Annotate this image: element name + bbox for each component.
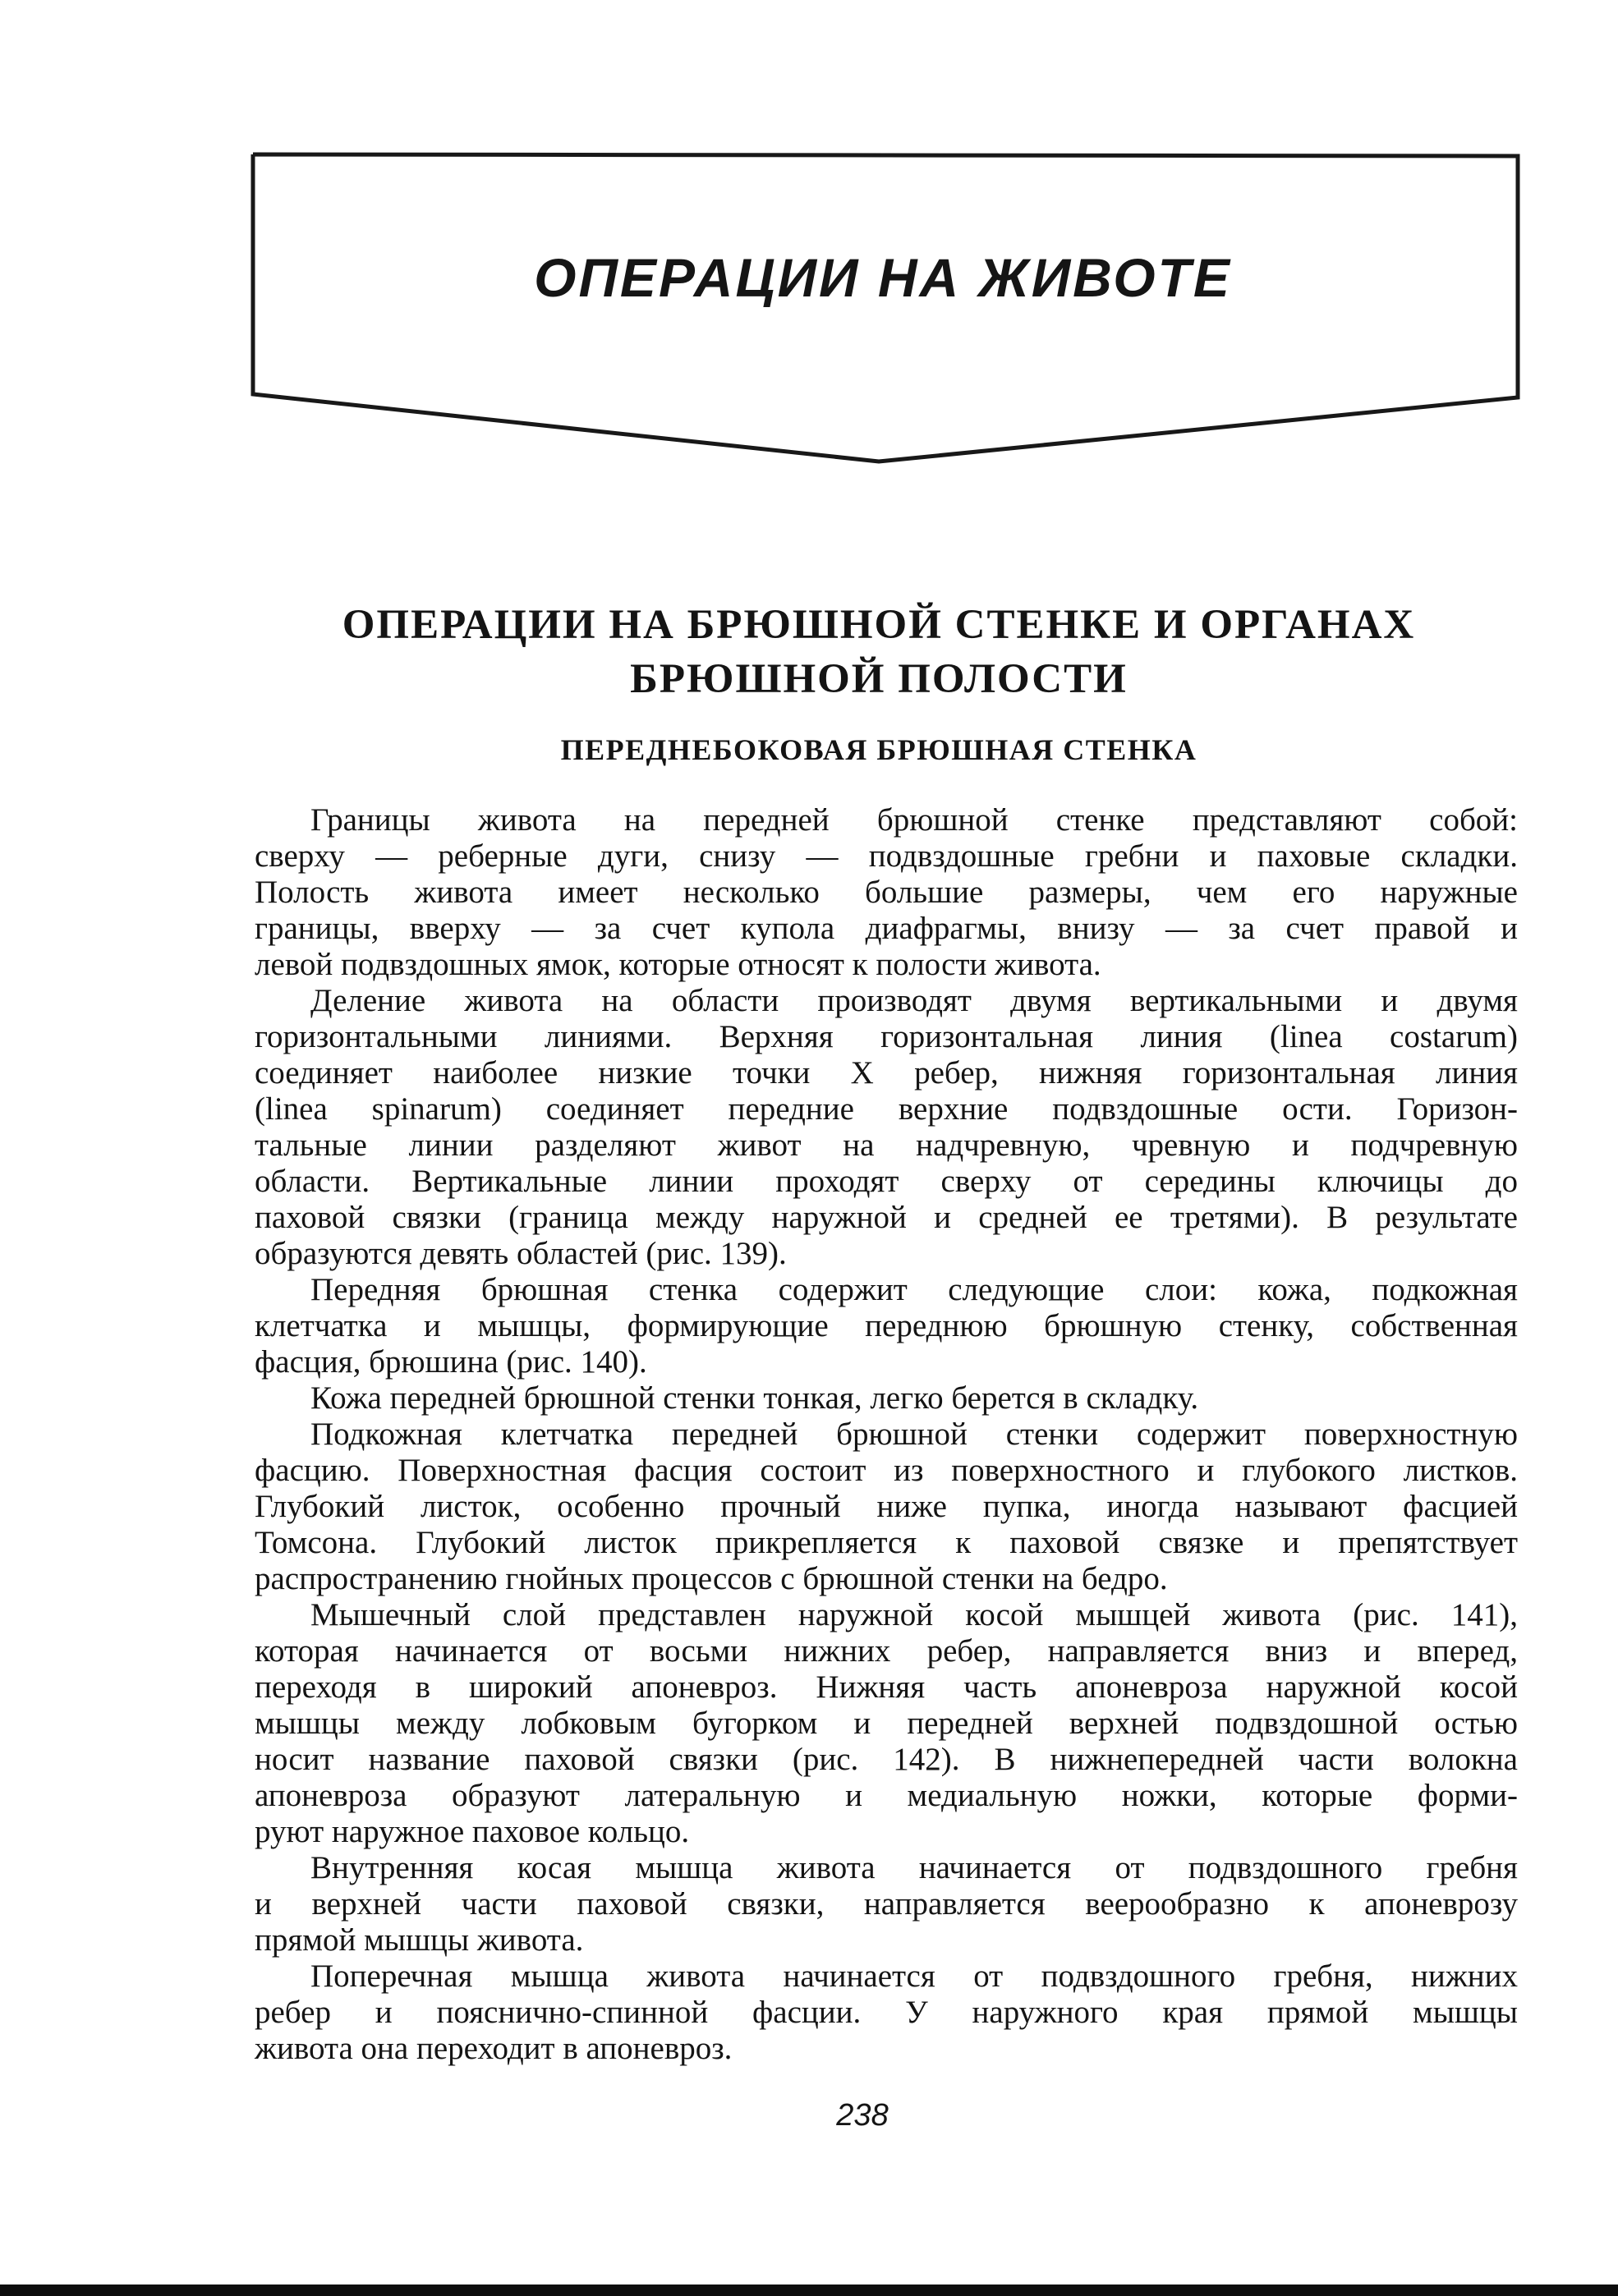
- paragraph-line: ребер и пояснично-спинной фасции. У наружного края прямой мышцы: [255, 1995, 1518, 2030]
- paragraph-line: Кожа передней брюшной стенки тонкая, легко берется в складку.: [310, 1380, 1199, 1416]
- paragraph-line: образуются девять областей (рис. 139).: [255, 1236, 787, 1271]
- chapter-heading-line-2: БРЮШНОЙ ПОЛОСТИ: [630, 656, 1128, 702]
- paragraph-line: носит название паховой связки (рис. 142). В нижнепередней части волокна: [255, 1742, 1518, 1777]
- paragraph-line: мышцы между лобковым бугорком и передней верхней подвздошной остью: [255, 1706, 1518, 1741]
- paragraph-line: Глубокий листок, особенно прочный ниже пупка, иногда называют фасцией: [255, 1489, 1518, 1524]
- paragraph-line: Внутренняя косая мышца живота начинается от подвздошного гребня: [310, 1850, 1518, 1885]
- paragraph-line: горизонтальными линиями. Верхняя горизонтальная линия (linea costarum): [255, 1019, 1518, 1054]
- paragraph-line: распространению гнойных процессов с брюшной стенки на бедро.: [255, 1561, 1168, 1596]
- paragraph-line: клетчатка и мышцы, формирующие переднюю брюшную стенку, собственная: [255, 1308, 1518, 1343]
- page-bottom-edge: [0, 2285, 1618, 2296]
- paragraph-line: Поперечная мышца живота начинается от подвздошного гребня, нижних: [310, 1958, 1518, 1994]
- paragraph-line: тальные линии разделяют живот на надчревную, чревную и подчревную: [255, 1127, 1518, 1163]
- paragraph-line: границы, вверху — за счет купола диафрагмы, внизу — за счет правой и: [255, 911, 1518, 946]
- page-number: 238: [836, 2098, 889, 2133]
- paragraph-line: сверху — реберные дуги, снизу — подвздошные гребни и паховые складки.: [255, 838, 1518, 874]
- paragraph-line: фасция, брюшина (рис. 140).: [255, 1344, 647, 1380]
- paragraph-line: живота она переходит в апоневроз.: [255, 2031, 733, 2066]
- body-text: [255, 802, 1518, 2067]
- paragraph-line: Передняя брюшная стенка содержит следующие слои: кожа, подкожная: [310, 1272, 1518, 1307]
- paragraph: [255, 1597, 1518, 1850]
- paragraph-line: Мышечный слой представлен наружной косой мышцей живота (рис. 141),: [310, 1597, 1518, 1632]
- section-subheading: ПЕРЕДНЕБОКОВАЯ БРЮШНАЯ СТЕНКА: [560, 733, 1197, 766]
- chapter-heading-line-1: ОПЕРАЦИИ НА БРЮШНОЙ СТЕНКЕ И ОРГАНАХ: [342, 602, 1416, 648]
- paragraph-line: левой подвздошных ямок, которые относят к полости живота.: [255, 947, 1101, 982]
- paragraph: [255, 1958, 1518, 2067]
- paragraph-line: области. Вертикальные линии проходят сверху от середины ключицы до: [255, 1164, 1518, 1199]
- paragraph-line: которая начинается от восьми нижних ребер, направляется вниз и вперед,: [255, 1633, 1518, 1669]
- paragraph-line: Томсона. Глубокий листок прикрепляется к паховой связке и препятствует: [255, 1525, 1518, 1560]
- paragraph: [255, 1272, 1518, 1380]
- section-banner-title: ОПЕРАЦИИ НА ЖИВОТЕ: [534, 247, 1232, 308]
- paragraph: [255, 983, 1518, 1272]
- paragraph-line: соединяет наиболее низкие точки X ребер, нижняя горизонтальная линия: [255, 1055, 1518, 1091]
- paragraph-line: прямой мышцы живота.: [255, 1922, 584, 1958]
- paragraph-line: переходя в широкий апоневроз. Нижняя часть апоневроза наружной косой: [255, 1669, 1518, 1705]
- paragraph-line: Полость живота имеет несколько большие размеры, чем его наружные: [255, 875, 1518, 910]
- paragraph-line: Деление живота на области производят двумя вертикальными и двумя: [310, 983, 1518, 1018]
- paragraph-line: апоневроза образуют латеральную и медиальную ножки, которые форми-: [255, 1778, 1518, 1813]
- paragraph-line: фасцию. Поверхностная фасция состоит из поверхностного и глубокого листков.: [255, 1453, 1518, 1488]
- paragraph-line: Границы живота на передней брюшной стенке представляют собой:: [310, 802, 1518, 838]
- paragraph: [255, 1417, 1518, 1597]
- paragraph-line: руют наружное паховое кольцо.: [255, 1814, 690, 1849]
- paragraph: [255, 1850, 1518, 1958]
- paragraph-line: (linea spinarum) соединяет передние верхние подвздошные ости. Горизон-: [255, 1091, 1518, 1127]
- paragraph-line: и верхней части паховой связки, направляется веерообразно к апоневрозу: [255, 1886, 1518, 1922]
- paragraph-line: Подкожная клетчатка передней брюшной стенки содержит поверхностную: [310, 1417, 1518, 1452]
- paragraph: [255, 802, 1518, 983]
- paragraph: [255, 1380, 1518, 1417]
- paragraph-line: паховой связки (граница между наружной и средней ее третями). В результате: [255, 1200, 1518, 1235]
